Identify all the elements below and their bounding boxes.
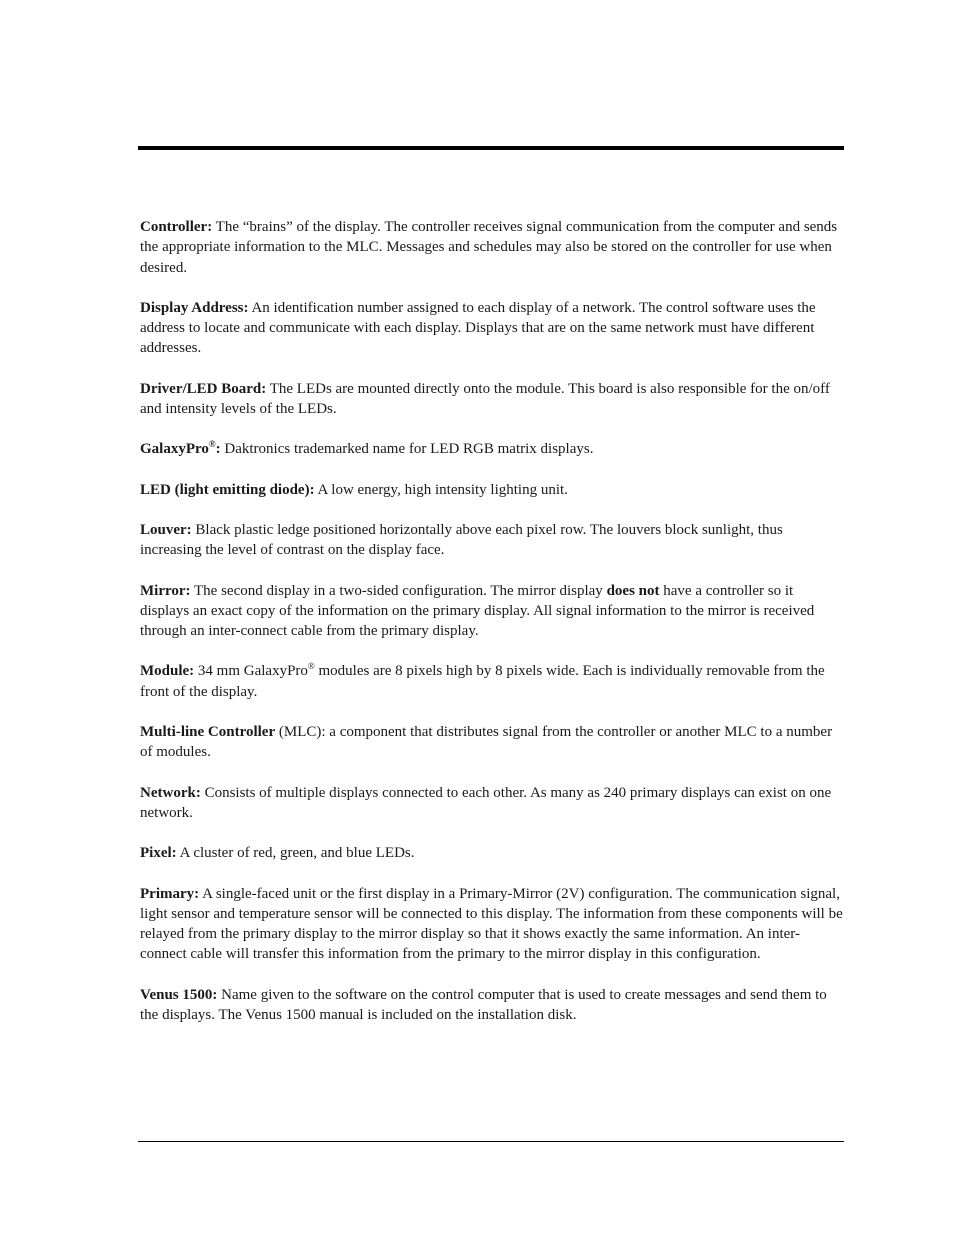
registered-mark: ® <box>208 439 216 450</box>
glossary-definition-part: modules are 8 pixels high by 8 pixels wide. Each is individually removable from the front of the display. <box>140 663 825 700</box>
glossary-emphasis: does not <box>606 582 660 599</box>
glossary-definition: A cluster of red, green, and blue LEDs. <box>176 845 415 862</box>
glossary-term: LED (light emitting diode): <box>140 481 315 498</box>
glossary-entry-mlc <box>140 722 844 763</box>
glossary-term-text: GalaxyPro <box>140 441 209 458</box>
glossary-term: Primary: <box>140 885 200 902</box>
glossary-definition: An identification number assigned to each display of a network. The control software uses the address to locate and communicate with each display. Displays that are on the same network must have different addresses. <box>140 299 816 357</box>
glossary-term-colon: : <box>215 441 221 458</box>
registered-mark: ® <box>307 661 315 672</box>
glossary-term: Multi-line Controller <box>140 724 276 741</box>
glossary-definition: A single-faced unit or the first display in a Primary-Mirror (2V) configuration. The communication signal, light sensor and temperature sensor will be connected to this display. The information from these components will be relayed from the primary display to the mirror display so that it shows exactly the same information. An inter-connect cable will transfer this information from the primary to the mirror display in this configuration. <box>140 885 843 963</box>
glossary-term: Louver: <box>140 521 192 538</box>
glossary-term: Display Address: <box>140 299 249 316</box>
glossary-term: Venus 1500: <box>140 986 218 1003</box>
glossary-definition-part: The second display in a two-sided configuration. The mirror display <box>190 582 607 599</box>
glossary-entry-driver-led-board <box>140 379 844 420</box>
glossary-entry-controller <box>140 217 844 278</box>
glossary-entry-network <box>140 783 844 824</box>
glossary-term: Pixel: <box>140 845 177 862</box>
glossary-entry-display-address <box>140 298 844 359</box>
glossary-term: Controller: <box>140 219 213 235</box>
glossary-term: Network: <box>140 784 201 801</box>
glossary-definition: The “brains” of the display. The controller receives signal communication from the computer and sends the appropriate information to the MLC. Messages and schedules may also be stored on the controller for use when desired. <box>140 219 838 276</box>
glossary-entry-primary <box>140 884 844 965</box>
glossary-list <box>140 217 844 1045</box>
glossary-term <box>140 441 221 457</box>
glossary-term: Driver/LED Board: <box>140 380 267 397</box>
glossary-entry-mirror <box>140 581 844 642</box>
header-rule <box>138 146 844 150</box>
glossary-definition: The LEDs are mounted directly onto the module. This board is also responsible for the on/off and intensity levels of the LEDs. <box>140 380 830 418</box>
glossary-entry-module <box>140 661 844 702</box>
glossary-definition-part: have a controller so it displays an exact copy of the information on the primary display. All signal information to the mirror is received through an inter-connect cable from the primary display. <box>140 582 815 640</box>
glossary-entry-galaxypro <box>140 439 844 459</box>
glossary-definition: (MLC): a component that distributes signal from the controller or another MLC to a number of modules. <box>140 724 833 761</box>
glossary-entry-pixel <box>140 843 844 863</box>
glossary-term: Module: <box>140 663 195 680</box>
glossary-definition: Daktronics trademarked name for LED RGB matrix displays. <box>220 441 594 458</box>
glossary-definition: Black plastic ledge positioned horizontally above each pixel row. The louvers block sunlight, thus increasing the level of contrast on the display face. <box>140 521 783 559</box>
footer-rule <box>138 1141 844 1142</box>
glossary-definition: Consists of multiple displays connected to each other. As many as 240 primary displays can exist on one network. <box>140 784 832 821</box>
glossary-definition: A low energy, high intensity lighting unit. <box>314 481 568 498</box>
glossary-definition-part: 34 mm GalaxyPro <box>194 663 308 680</box>
glossary-definition: Name given to the software on the control computer that is used to create messages and send them to the displays. The Venus 1500 manual is included on the installation disk. <box>140 986 827 1024</box>
glossary-entry-louver <box>140 520 844 561</box>
glossary-entry-led <box>140 480 844 500</box>
glossary-term: Mirror: <box>140 582 191 599</box>
glossary-entry-venus-1500 <box>140 985 844 1026</box>
